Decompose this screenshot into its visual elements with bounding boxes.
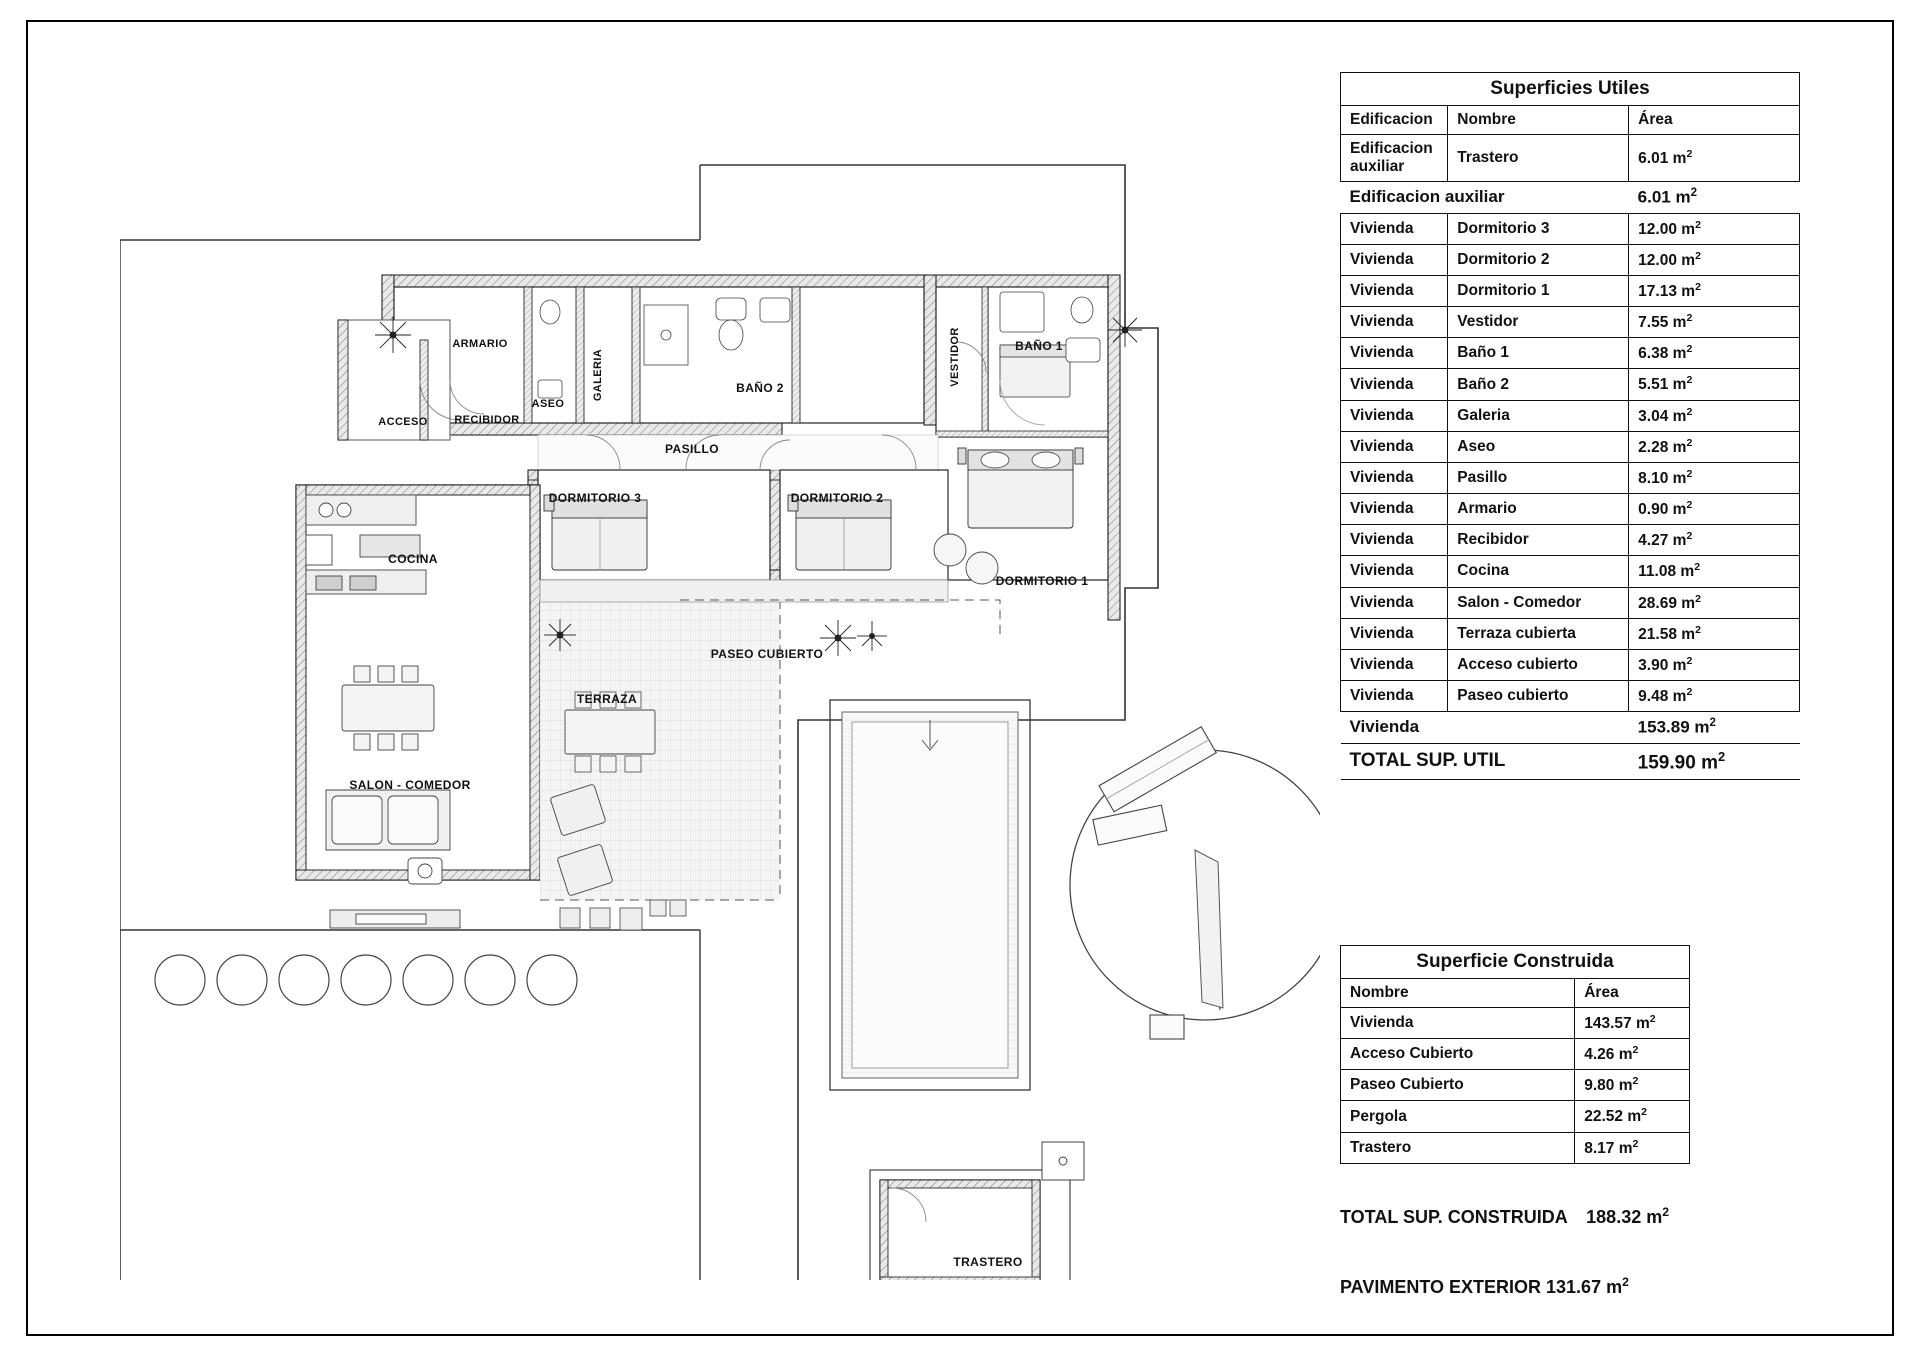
cell-nombre: Galeria	[1448, 400, 1629, 431]
cell-nombre: Pasillo	[1448, 462, 1629, 493]
cell-area: 11.08 $m^2$	[1629, 556, 1800, 587]
table-row	[1341, 681, 1800, 712]
total-util-label: TOTAL SUP. UTIL	[1341, 743, 1629, 779]
table-row	[1341, 494, 1800, 525]
cell-area: 5.51 $m^2$	[1629, 369, 1800, 400]
swimming-pool	[830, 700, 1030, 1090]
cell-area: 6.38 $m^2$	[1629, 338, 1800, 369]
cell-area: 28.69 $m^2$	[1629, 587, 1800, 618]
table-row	[1341, 369, 1800, 400]
cell-nombre: Acceso cubierto	[1448, 649, 1629, 680]
table-row	[1341, 1101, 1690, 1132]
cell-area: 3.04 $m^2$	[1629, 400, 1800, 431]
cell-edificacion: Edificacion auxiliar	[1341, 182, 1629, 214]
room-label: DORMITORIO 3	[548, 491, 642, 505]
room-label: DORMITORIO 2	[790, 491, 884, 505]
table-row	[1341, 244, 1800, 275]
cell-edificacion: Vivienda	[1341, 618, 1448, 649]
cell-edificacion: Vivienda	[1341, 681, 1448, 712]
total-construida-value: 188.32 $m^2$	[1586, 1205, 1670, 1227]
planters	[560, 900, 686, 930]
room-label: DORMITORIO 1	[995, 574, 1089, 588]
cell-area: 9.80 $m^2$	[1575, 1070, 1690, 1101]
cell-area: 7.55 $m^2$	[1629, 307, 1800, 338]
room-label: ARMARIO	[452, 338, 508, 350]
cell-edificacion: Vivienda	[1341, 494, 1448, 525]
room-label: COCINA	[388, 552, 438, 566]
cell-area: 4.26 $m^2$	[1575, 1039, 1690, 1070]
cell-nombre: Trastero	[1448, 135, 1629, 182]
cell-area: 153.89 $m^2$	[1629, 712, 1800, 744]
cell-area: 6.01 $m^2$	[1629, 182, 1800, 214]
cell-area: 0.90 $m^2$	[1629, 494, 1800, 525]
table-row	[1341, 1070, 1690, 1101]
cell-edificacion: Vivienda	[1341, 369, 1448, 400]
room-label: PASEO CUBIERTO	[710, 647, 824, 661]
superficie-construida-title: Superficie Construida	[1341, 946, 1690, 979]
cell-nombre: Dormitorio 2	[1448, 244, 1629, 275]
room-label: PASILLO	[665, 442, 719, 456]
cell-nombre: Terraza cubierta	[1448, 618, 1629, 649]
header-nombre: Nombre	[1448, 106, 1629, 135]
cell-edificacion: Vivienda	[1341, 338, 1448, 369]
parking-circles	[155, 955, 577, 1005]
superficies-utiles-table	[1340, 72, 1800, 780]
subtotal-row	[1341, 182, 1800, 214]
cell-nombre: Armario	[1448, 494, 1629, 525]
table-row	[1341, 275, 1800, 306]
table-row	[1341, 338, 1800, 369]
cell-edificacion: Vivienda	[1341, 400, 1448, 431]
cell-edificacion: Vivienda	[1341, 525, 1448, 556]
table-row	[1341, 525, 1800, 556]
roundabout-symbol	[1070, 727, 1320, 1039]
cell-nombre: Paseo cubierto	[1448, 681, 1629, 712]
total-util-row	[1341, 743, 1800, 779]
cell-edificacion: Vivienda	[1341, 462, 1448, 493]
hallway	[538, 435, 938, 470]
subtotal-row	[1341, 712, 1800, 744]
pavimento-exterior-line: PAVIMENTO EXTERIOR 131.67 $m^2$	[1340, 1275, 1629, 1297]
cell-nombre: Dormitorio 1	[1448, 275, 1629, 306]
cell-nombre: Dormitorio 3	[1448, 213, 1629, 244]
cell-area: 2.28 $m^2$	[1629, 431, 1800, 462]
header-nombre-construida: Nombre	[1341, 979, 1575, 1008]
cell-nombre: Cocina	[1448, 556, 1629, 587]
cell-nombre: Baño 2	[1448, 369, 1629, 400]
table-row	[1341, 431, 1800, 462]
cell-edificacion: Edificacion auxiliar	[1341, 135, 1448, 182]
cell-nombre: Pergola	[1341, 1101, 1575, 1132]
cell-area: 143.57 $m^2$	[1575, 1008, 1690, 1039]
cell-nombre: Acceso Cubierto	[1341, 1039, 1575, 1070]
table-row	[1341, 587, 1800, 618]
table-row	[1341, 462, 1800, 493]
room-label: SALON - COMEDOR	[349, 778, 471, 792]
cell-area: 21.58 $m^2$	[1629, 618, 1800, 649]
total-construida-line	[1340, 1205, 1669, 1228]
cell-nombre: Aseo	[1448, 431, 1629, 462]
table-row	[1341, 135, 1800, 182]
construida-title-row	[1341, 946, 1690, 979]
cell-area: 3.90 $m^2$	[1629, 649, 1800, 680]
cell-nombre: Baño 1	[1448, 338, 1629, 369]
cell-nombre: Paseo Cubierto	[1341, 1070, 1575, 1101]
cell-edificacion: Vivienda	[1341, 712, 1629, 744]
bed-dorm2	[788, 495, 891, 570]
cell-nombre: Vivienda	[1341, 1008, 1575, 1039]
room-label: BAÑO 2	[736, 381, 784, 395]
table-row	[1341, 307, 1800, 338]
floor-plan	[120, 80, 1320, 1280]
cell-area: 8.10 $m^2$	[1629, 462, 1800, 493]
table-row	[1341, 1008, 1690, 1039]
cell-nombre: Salon - Comedor	[1448, 587, 1629, 618]
cell-edificacion: Vivienda	[1341, 431, 1448, 462]
cell-edificacion: Vivienda	[1341, 307, 1448, 338]
terrace	[540, 600, 780, 900]
table-row	[1341, 556, 1800, 587]
cell-nombre: Recibidor	[1448, 525, 1629, 556]
kitchen-furniture	[306, 495, 426, 594]
cell-edificacion: Vivienda	[1341, 587, 1448, 618]
cell-edificacion: Vivienda	[1341, 244, 1448, 275]
cell-edificacion: Vivienda	[1341, 556, 1448, 587]
cell-edificacion: Vivienda	[1341, 213, 1448, 244]
cell-edificacion: Vivienda	[1341, 275, 1448, 306]
room-label: ASEO	[531, 398, 565, 410]
superficies-utiles-title: Superficies Utiles	[1341, 73, 1800, 106]
table-row	[1341, 649, 1800, 680]
room-label: GALERIA	[592, 348, 604, 402]
cell-area: 17.13 $m^2$	[1629, 275, 1800, 306]
cell-edificacion: Vivienda	[1341, 649, 1448, 680]
cell-area: 4.27 $m^2$	[1629, 525, 1800, 556]
room-label: ACCESO	[378, 416, 428, 428]
table-row	[1341, 400, 1800, 431]
table-row	[1341, 618, 1800, 649]
room-label: BAÑO 1	[1015, 339, 1063, 353]
cell-nombre: Vestidor	[1448, 307, 1629, 338]
table-row	[1341, 1039, 1690, 1070]
cell-area: 12.00 $m^2$	[1629, 244, 1800, 275]
cell-area: 8.17 $m^2$	[1575, 1132, 1690, 1163]
cell-area: 9.48 $m^2$	[1629, 681, 1800, 712]
room-label: VESTIDOR	[949, 327, 961, 387]
table-row	[1341, 213, 1800, 244]
room-label: TERRAZA	[576, 692, 638, 706]
header-area-construida: Área	[1575, 979, 1690, 1008]
bed-dorm3	[544, 495, 647, 570]
cell-area: 22.52 $m^2$	[1575, 1101, 1690, 1132]
total-construida-label: TOTAL SUP. CONSTRUIDA	[1340, 1207, 1568, 1227]
construida-header-row	[1341, 979, 1690, 1008]
header-edificacion: Edificacion	[1341, 106, 1448, 135]
table-row	[1341, 1132, 1690, 1163]
room-label: RECIBIDOR	[454, 414, 520, 426]
table-title-row	[1341, 73, 1800, 106]
cell-area: 12.00 $m^2$	[1629, 213, 1800, 244]
header-area: Área	[1629, 106, 1800, 135]
table-header-row	[1341, 106, 1800, 135]
cell-area: 6.01 $m^2$	[1629, 135, 1800, 182]
superficie-construida-table	[1340, 945, 1690, 1164]
total-util-value: 159.90 $m^2$	[1629, 743, 1800, 779]
room-label: TRASTERO	[953, 1255, 1023, 1269]
cell-nombre: Trastero	[1341, 1132, 1575, 1163]
